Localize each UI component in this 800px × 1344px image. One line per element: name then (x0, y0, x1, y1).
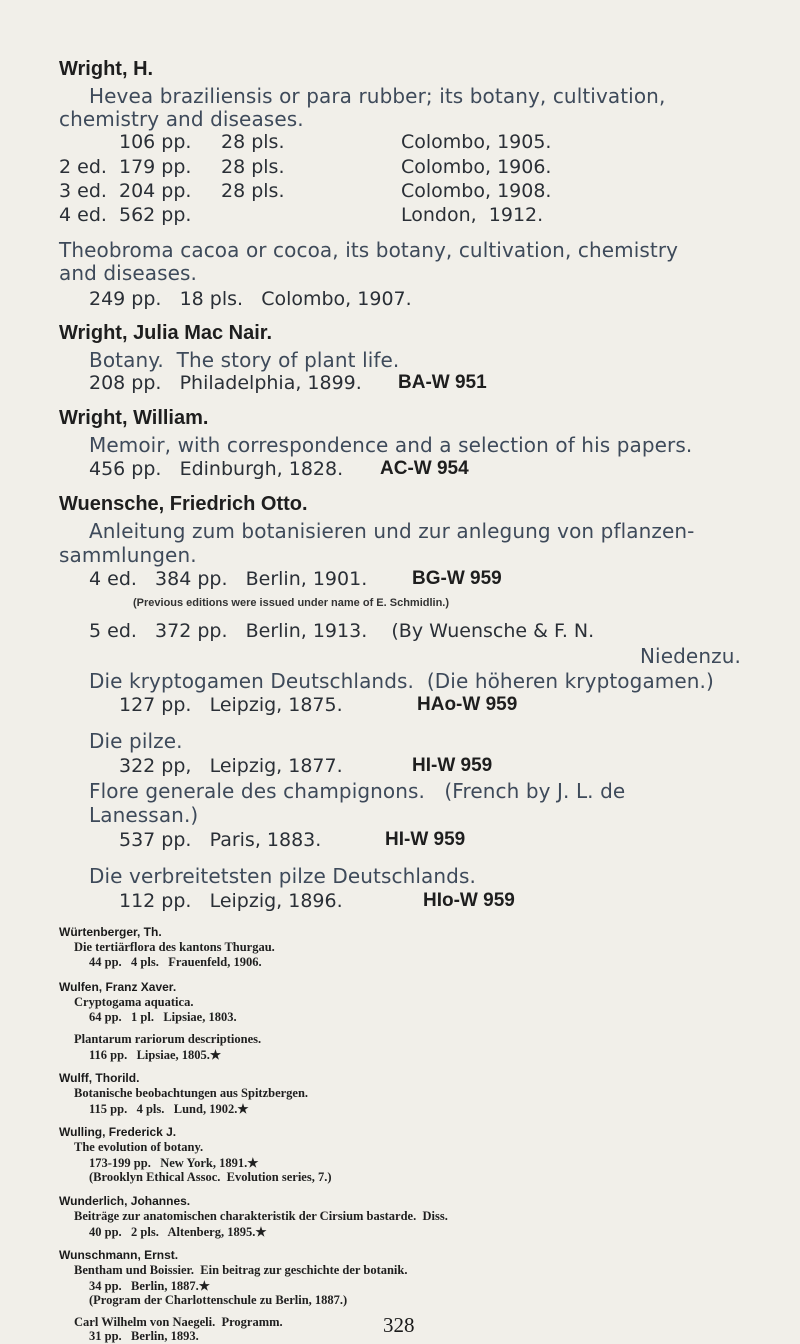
entry-publication: 44 pp. 4 pls. Frauenfeld, 1906. (89, 955, 262, 969)
call-number: AC-W 954 (380, 458, 469, 479)
entry-publication: 116 pp. Lipsiae, 1805.★ (89, 1048, 222, 1062)
entry-title: Botany. The story of plant life. (89, 348, 400, 372)
entry-publication: 173-199 pp. New York, 1891.★ (89, 1156, 259, 1170)
edition-number: 4 ed. (59, 204, 107, 226)
entry-author: Wunderlich, Johannes. (59, 1194, 191, 1208)
entry-author: Wulfen, Franz Xaver. (59, 980, 177, 994)
edition-place: Colombo, 1905. (401, 131, 552, 153)
page-number: 328 (383, 1313, 415, 1337)
entry-title: Cryptogama aquatica. (74, 995, 194, 1009)
entry-author: Wright, H. (59, 58, 154, 80)
entry-note: (Program der Charlottenschule zu Berlin, 1887.) (89, 1293, 348, 1307)
entry-title-cont: and diseases. (59, 261, 198, 285)
edition-pages: 106 pp. (119, 131, 192, 153)
entry-publication: 34 pp. Berlin, 1887.★ (89, 1279, 210, 1293)
edition-place: London, 1912. (401, 204, 544, 226)
entry-publication: 4 ed. 384 pp. Berlin, 1901. (89, 568, 368, 590)
entry-author: Wulff, Thorild. (59, 1071, 140, 1085)
edition-plates: 28 pls. (221, 180, 285, 202)
entry-publication: 249 pp. 18 pls. Colombo, 1907. (89, 288, 412, 310)
entry-author: Würtenberger, Th. (59, 925, 162, 939)
entry-title: The evolution of botany. (74, 1140, 204, 1154)
entry-title-cont: sammlungen. (59, 543, 197, 567)
entry-author: Wulling, Frederick J. (59, 1125, 177, 1139)
edition-pages: 204 pp. (119, 180, 192, 202)
entry-publication: 64 pp. 1 pl. Lipsiae, 1803. (89, 1010, 237, 1024)
edition-place: Colombo, 1906. (401, 156, 552, 178)
entry-publication: 40 pp. 2 pls. Altenberg, 1895.★ (89, 1225, 267, 1239)
edition-plates: 28 pls. (221, 131, 285, 153)
entry-title: Beiträge zur anatomischen charakteristik der Cirsium bastarde. Diss. (74, 1209, 448, 1223)
entry-note: (Previous editions were issued under name of E. Schmidlin.) (133, 597, 450, 609)
entry-title: Flore generale des champignons. (French by J. L. de (89, 779, 626, 803)
edition-number: 2 ed. (59, 156, 107, 178)
edition-pages: 179 pp. (119, 156, 192, 178)
entry-title-cont: chemistry and diseases. (59, 107, 304, 131)
entry-title: Die tertiärflora des kantons Thurgau. (74, 940, 275, 954)
entry-title: Die pilze. (89, 729, 183, 753)
entry-title: Theobroma cacoa or cocoa, its botany, cultivation, chemistry (59, 238, 679, 262)
entry-title: Botanische beobachtungen aus Spitzbergen. (74, 1086, 309, 1100)
call-number: BA-W 951 (398, 372, 487, 393)
call-number: HI-W 959 (385, 829, 466, 850)
entry-publication: 31 pp. Berlin, 1893. (89, 1329, 199, 1343)
entry-publication: 127 pp. Leipzig, 1875. (119, 694, 343, 716)
entry-author: Wright, William. (59, 407, 209, 429)
call-number: HAo-W 959 (417, 694, 518, 715)
entry-author: Wuensche, Friedrich Otto. (59, 493, 308, 515)
call-number: HI-W 959 (412, 755, 493, 776)
entry-title: Plantarum rariorum descriptiones. (74, 1032, 262, 1046)
entry-author: Wunschmann, Ernst. (59, 1248, 179, 1262)
entry-publication-cont: Niedenzu. (640, 644, 741, 668)
entry-title: Carl Wilhelm von Naegeli. Programm. (74, 1315, 283, 1329)
entry-title-cont: Lanessan.) (89, 803, 199, 827)
entry-title: Memoir, with correspondence and a selection of his papers. (89, 433, 693, 457)
entry-publication: 208 pp. Philadelphia, 1899. (89, 372, 362, 394)
edition-pages: 562 pp. (119, 204, 192, 226)
call-number: BG-W 959 (412, 568, 502, 589)
edition-place: Colombo, 1908. (401, 180, 552, 202)
entry-title: Anleitung zum botanisieren und zur anlegung von pflanzen- (89, 519, 695, 543)
edition-plates: 28 pls. (221, 156, 285, 178)
entry-publication: 537 pp. Paris, 1883. (119, 829, 322, 851)
entry-title: Bentham und Boissier. Ein beitrag zur geschichte der botanik. (74, 1263, 408, 1277)
edition-number: 3 ed. (59, 180, 107, 202)
entry-publication: 322 pp, Leipzig, 1877. (119, 755, 343, 777)
entry-title: Die verbreitetsten pilze Deutschlands. (89, 864, 476, 888)
entry-note: (Brooklyn Ethical Assoc. Evolution series, 7.) (89, 1170, 332, 1184)
entry-publication: 5 ed. 372 pp. Berlin, 1913. (By Wuensche & F. N. (89, 620, 595, 642)
entry-title: Die kryptogamen Deutschlands. (Die höheren kryptogamen.) (89, 669, 714, 693)
call-number: HIo-W 959 (423, 890, 515, 911)
entry-publication: 456 pp. Edinburgh, 1828. (89, 458, 344, 480)
entry-publication: 112 pp. Leipzig, 1896. (119, 890, 343, 912)
entry-publication: 115 pp. 4 pls. Lund, 1902.★ (89, 1102, 249, 1116)
entry-author: Wright, Julia Mac Nair. (59, 322, 273, 344)
entry-title: Hevea braziliensis or para rubber; its botany, cultivation, (89, 84, 666, 108)
